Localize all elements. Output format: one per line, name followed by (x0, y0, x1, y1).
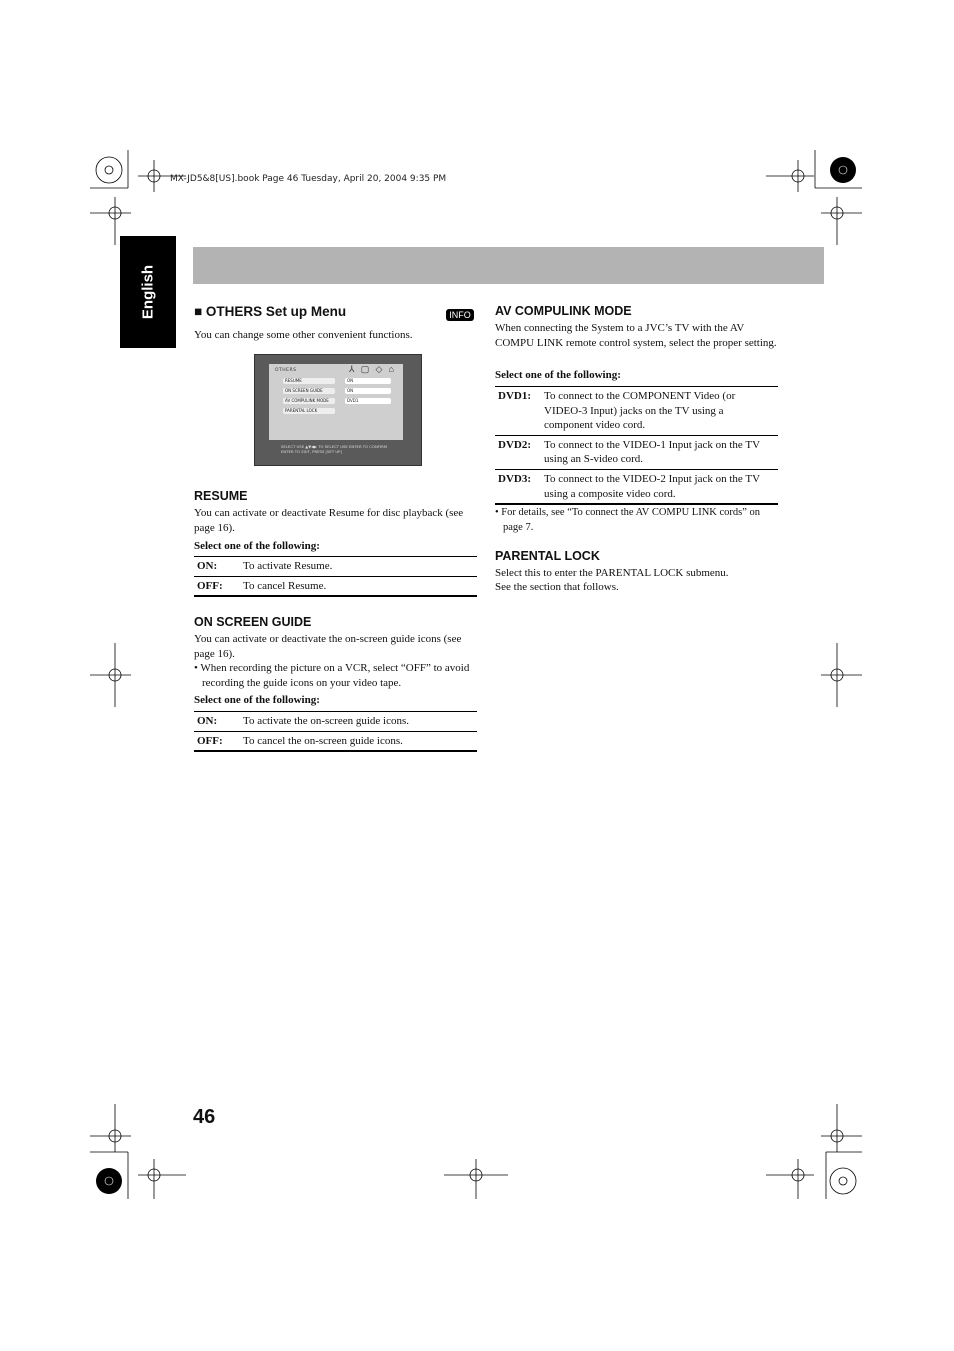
print-header: MX-JD5&8[US].book Page 46 Tuesday, April 20, 2004 9:35 PM (170, 174, 447, 184)
option-desc: To activate Resume. (243, 560, 333, 572)
osg-select: Select one of the following: (194, 694, 320, 706)
option-desc: To cancel Resume. (243, 579, 327, 592)
page-number: 46 (193, 1106, 216, 1128)
menu-row-value: DVD1 (345, 398, 391, 404)
menu-row-label: AV COMPULINK MODE (283, 398, 335, 404)
option-desc: To cancel the on-screen guide icons. (243, 734, 403, 747)
osg-heading: ON SCREEN GUIDE (194, 615, 312, 629)
option-key: ON: (197, 560, 218, 572)
menu-tab-icons: ⅄ ▢ ◇ ⌂ (349, 364, 397, 374)
menu-row-label: RESUME (283, 378, 335, 384)
menu-footer (281, 444, 387, 454)
av-text: When connecting the System to a JVC’s TV with the AV COMPU LINK remote control system, select the proper setting. (495, 322, 777, 349)
title-text: OTHERS Set up Menu (205, 304, 347, 319)
language-tab (120, 236, 176, 348)
parental-line1: Select this to enter the PARENTAL LOCK submenu. (495, 567, 729, 579)
option-key: OFF: (197, 579, 223, 592)
parental-heading: PARENTAL LOCK (495, 549, 600, 563)
option-desc: To connect to the VIDEO-1 Input jack on the TV using an S-video cord. (544, 438, 760, 466)
osg-text: You can activate or deactivate the on-screen guide icons (see page 16). (194, 633, 462, 660)
menu-panel (269, 364, 403, 440)
title-marker: ■ (194, 304, 203, 319)
menu-footer-line1: SELECT USE ▲▼◀▶ TO SELECT USE ENTER TO CONFIRM (281, 444, 388, 449)
menu-row-value: ON (345, 388, 391, 394)
option-key: OFF: (197, 734, 223, 747)
parental-line2: See the section that follows. (495, 581, 619, 593)
menu-title: OTHERS (275, 368, 297, 373)
osg-options (194, 711, 477, 752)
resume-heading: RESUME (194, 489, 248, 503)
resume-options (194, 556, 477, 597)
menu-row-value: ON (345, 378, 391, 384)
option-row (495, 469, 778, 504)
av-note: • For details, see “To connect the AV COMPU LINK cords” on page 7. (495, 507, 761, 533)
menu-row-label: PARENTAL LOCK (283, 408, 335, 414)
others-menu-screenshot (254, 354, 422, 466)
option-row (194, 557, 477, 577)
option-desc: To connect to the COMPONENT Video (or VIDEO-3 Input) jacks on the TV using a component video cord. (544, 390, 736, 432)
option-desc: To activate the on-screen guide icons. (243, 715, 409, 727)
av-heading: AV COMPULINK MODE (495, 304, 632, 318)
language-tab-label: English (139, 264, 157, 320)
option-key: ON: (197, 715, 218, 727)
resume-text: You can activate or deactivate Resume for disc playback (see page 16). (194, 507, 464, 534)
option-key: DVD2: (498, 438, 531, 451)
resume-select: Select one of the following: (194, 540, 320, 552)
option-row (495, 435, 778, 469)
option-key: DVD1: (498, 390, 531, 402)
intro-text: You can change some other convenient functions. (194, 329, 413, 341)
section-title (194, 304, 346, 319)
option-desc: To connect to the VIDEO-2 Input jack on the TV using a composite video cord. (544, 472, 760, 500)
option-row (495, 387, 778, 436)
option-row (194, 731, 477, 751)
section-header-bar (193, 247, 824, 284)
osg-bullet: • When recording the picture on a VCR, select “OFF” to avoid recording the guide icons on your video tape. (194, 662, 470, 689)
option-row (194, 712, 477, 732)
menu-row-label: ON SCREEN GUIDE (283, 388, 335, 394)
av-select: Select one of the following: (495, 369, 621, 381)
av-options (495, 386, 778, 505)
option-key: DVD3: (498, 472, 531, 485)
option-row (194, 576, 477, 596)
info-badge: INFO (446, 309, 474, 321)
menu-footer-line2: ENTER TO EXIT, PRESS [SET UP] (281, 449, 342, 454)
